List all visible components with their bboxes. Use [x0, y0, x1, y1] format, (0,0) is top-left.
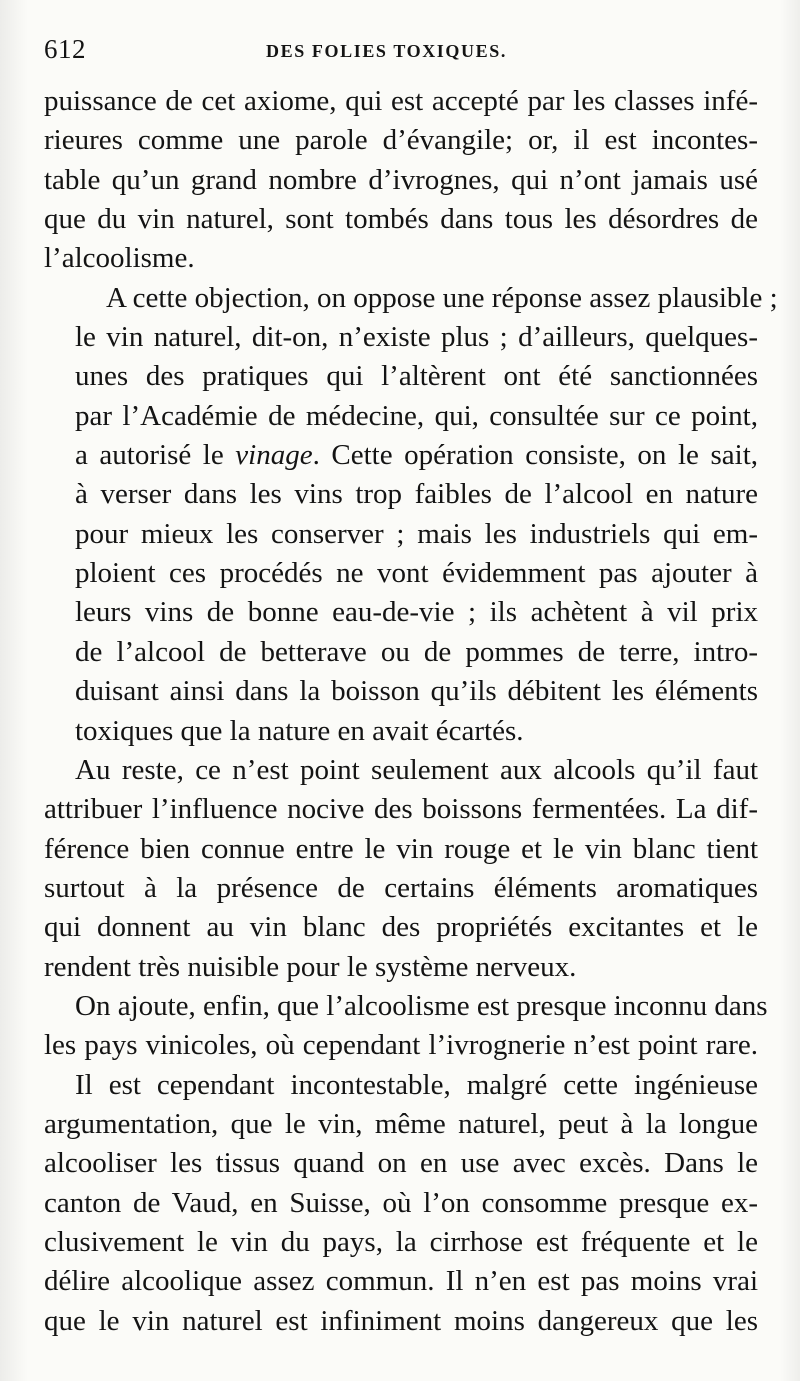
text-line: le vin naturel, dit-on, n’existe plus ; d’ailleurs, quelques- [75, 321, 758, 354]
text-line: argumentation, que le vin, même naturel, peut à la longue [44, 1107, 758, 1140]
text-line: que le vin naturel est infiniment moins dangereux que les [44, 1304, 758, 1337]
text-line: table qu’un grand nombre d’ivrognes, qui n’ont jamais usé [44, 163, 758, 196]
text-line: par l’Académie de médecine, qui, consultée sur ce point, [75, 399, 758, 432]
text-line: pour mieux les conserver ; mais les industriels qui em- [75, 517, 758, 550]
text-fragment: . Cette opération consiste, on le sait, [312, 439, 758, 472]
running-head: DES FOLIES TOXIQUES. [266, 41, 507, 61]
text-line: qui donnent au vin blanc des propriétés excitantes et le [44, 911, 758, 944]
paragraph-4 [44, 987, 768, 1066]
text-line: On ajoute, enfin, que l’alcoolisme est presque inconnu dans [75, 989, 768, 1022]
text-line: les pays vinicoles, où cependant l’ivrognerie n’est point rare. [44, 1029, 758, 1062]
text-line: de l’alcool de betterave ou de pommes de terre, intro- [75, 635, 758, 668]
text-line-with-italic [44, 436, 758, 475]
text-line: canton de Vaud, en Suisse, où l’on consomme presque ex- [44, 1186, 758, 1219]
text-line: surtout à la présence de certains éléments aromatiques [44, 871, 758, 904]
text-line: attribuer l’influence nocive des boissons fermentées. La dif- [44, 793, 758, 826]
text-line: clusivement le vin du pays, la cirrhose est fréquente et le [44, 1225, 758, 1258]
text-line: ploient ces procédés ne vont évidemment pas ajouter à [75, 557, 758, 590]
text-line: Au reste, ce n’est point seulement aux alcools qu’il faut [75, 753, 758, 786]
page-number: 612 [44, 34, 86, 64]
text-line: alcooliser les tissus quand on en use avec excès. Dans le [44, 1147, 758, 1180]
text-line: l’alcoolisme. [44, 242, 195, 275]
paragraph-5 [44, 1066, 758, 1341]
text-line: duisant ainsi dans la boisson qu’ils débitent les éléments [75, 675, 758, 708]
text-line: rieures comme une parole d’évangile; or, il est incontes- [44, 124, 758, 157]
text-line: A cette objection, on oppose une réponse assez plausible ; [106, 281, 778, 314]
text-line: à verser dans les vins trop faibles de l’alcool en nature [75, 478, 758, 511]
text-fragment: a autorisé le [75, 439, 236, 472]
text-line: rendent très nuisible pour le système nerveux. [44, 950, 577, 983]
text-line: délire alcoolique assez commun. Il n’en est pas moins vrai [44, 1265, 758, 1298]
text-line: toxiques que la nature en avait écartés. [75, 714, 524, 747]
body-text [44, 82, 778, 1341]
paragraph-1 [44, 82, 758, 279]
text-line: puissance de cet axiome, qui est accepté par les classes infé- [44, 85, 758, 117]
text-line: unes des pratiques qui l’altèrent ont été sanctionnées [75, 360, 758, 393]
text-line: Il est cependant incontestable, malgré cette ingénieuse [75, 1068, 758, 1101]
paragraph-3 [44, 751, 758, 987]
italic-word: vinage [235, 439, 313, 472]
text-line: leurs vins de bonne eau-de-vie ; ils achètent à vil prix [75, 596, 758, 629]
text-line: férence bien connue entre le vin rouge et le vin blanc tient [44, 832, 758, 865]
text-line: que du vin naturel, sont tombés dans tous les désordres de [44, 203, 758, 236]
page-header [44, 34, 756, 74]
paragraph-2 [44, 279, 778, 751]
